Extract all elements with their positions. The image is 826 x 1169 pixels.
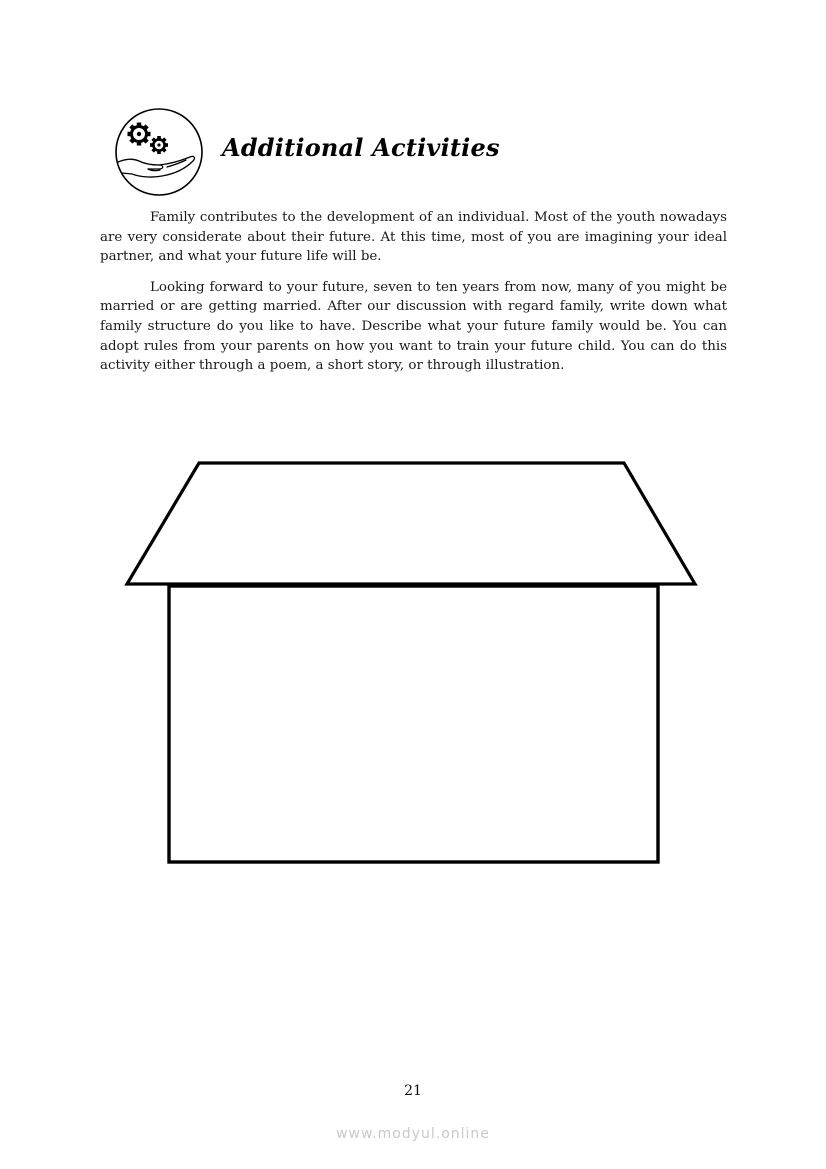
section-title: Additional Activities <box>222 133 500 162</box>
large-gear-icon <box>128 123 151 146</box>
small-gear-icon <box>150 136 168 154</box>
house-drawing-area[interactable] <box>124 458 700 868</box>
house-roof <box>127 463 695 584</box>
house-body <box>169 586 658 862</box>
page-number: 21 <box>404 1083 422 1099</box>
watermark-text: www.modyul.online <box>336 1126 490 1142</box>
instructions-text <box>100 208 727 387</box>
gears-in-hand-icon <box>112 107 206 197</box>
paragraph-intro: Family contributes to the development of an individual. Most of the youth nowadays are very considerate about their future. At this time, most of you are imagining your ideal partner, and what your future life will be. <box>100 210 727 265</box>
paragraph-task: Looking forward to your future, seven to ten years from now, many of you might be married or are getting married. After our discussion with regard family, write down what family structure do you like to have. Describe what your future family would be. You can adopt rules from your parents on how you want to train your future child. You can do this activity either through a poem, a short story, or through illustration. <box>100 279 727 374</box>
